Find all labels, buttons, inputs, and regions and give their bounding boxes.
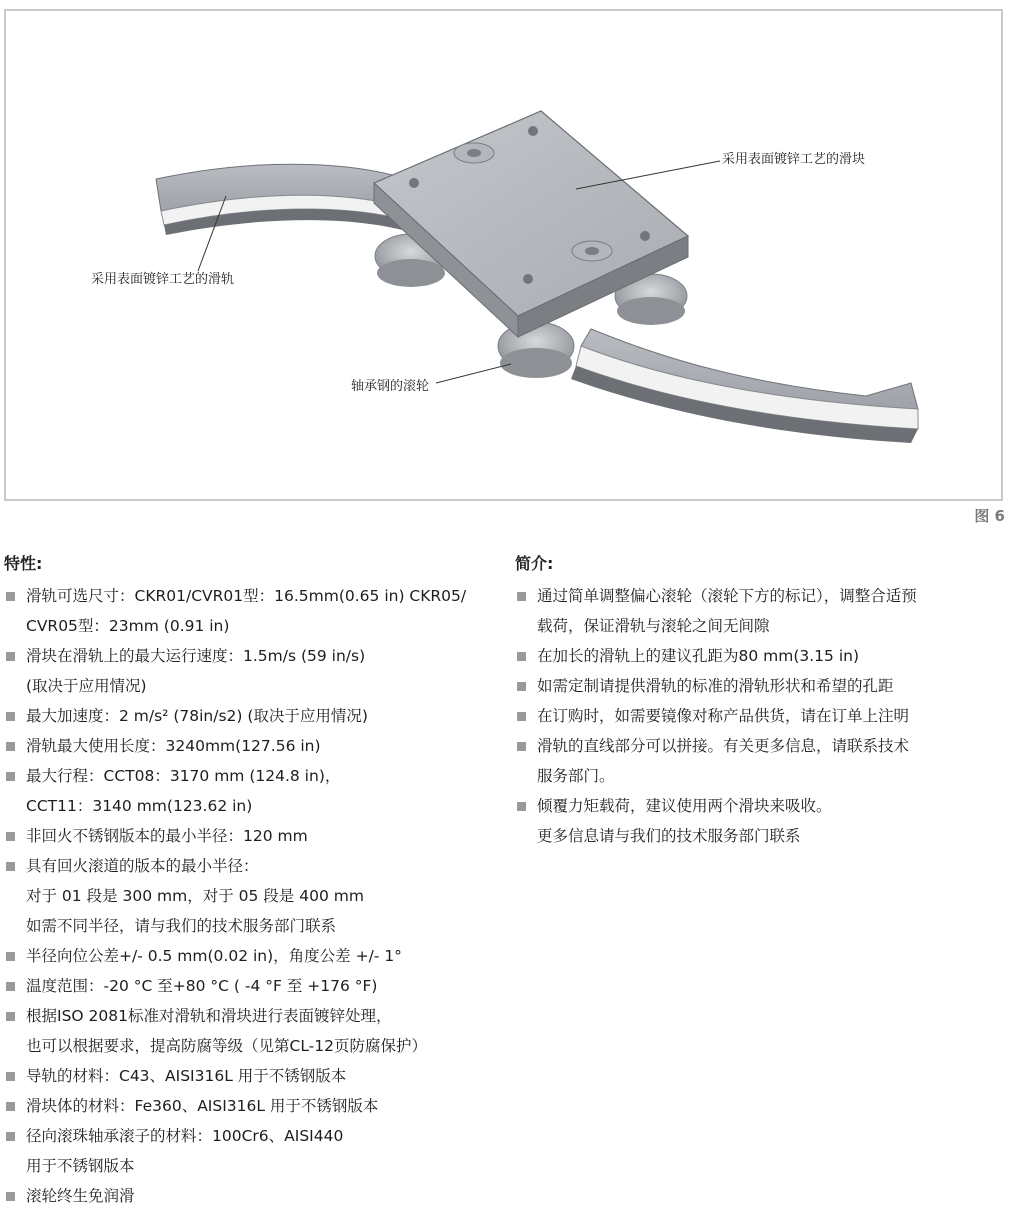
list-item-line: 温度范围：-20 °C 至+80 °C ( -4 °F 至 +176 °F) (26, 977, 378, 995)
features-section (4, 551, 504, 1211)
list-item (515, 701, 1010, 731)
list-item (515, 731, 1010, 791)
curved-rail-carriage-illustration (6, 11, 1005, 503)
list-item (4, 731, 504, 761)
list-item (4, 1121, 504, 1181)
list-item (515, 641, 1010, 671)
features-list (4, 581, 504, 1211)
list-item-line: 在订购时，如需要镜像对称产品供货，请在订单上注明 (537, 707, 910, 725)
list-item-line: 对于 01 段是 300 mm，对于 05 段是 400 mm (26, 887, 364, 905)
product-figure (4, 9, 1003, 501)
list-item-line: 如需不同半径，请与我们的技术服务部门联系 (26, 917, 337, 935)
callout-rail: 采用表面镀锌工艺的滑轨 (91, 272, 235, 287)
list-item (4, 821, 504, 851)
list-item (4, 761, 504, 821)
list-item-line: 服务部门。 (537, 767, 615, 785)
intro-title: 简介: (515, 554, 554, 573)
list-item-line: 如需定制请提供滑轨的标准的滑轨形状和希望的孔距 (537, 677, 894, 695)
list-item-line: 滑块体的材料：Fe360、AISI316L 用于不锈钢版本 (26, 1097, 379, 1115)
list-item (4, 581, 504, 641)
list-item (515, 671, 1010, 701)
list-item-line: 导轨的材料：C43、AISI316L 用于不锈钢版本 (26, 1067, 347, 1085)
list-item (4, 1001, 504, 1061)
leader-rollers (436, 364, 511, 383)
list-item-line: 根据ISO 2081标准对滑轨和滑块进行表面镀锌处理， (26, 1007, 392, 1025)
rail-right (571, 329, 918, 443)
list-item (4, 1061, 504, 1091)
list-item-line: 用于不锈钢版本 (26, 1157, 135, 1175)
callout-rollers: 轴承钢的滚轮 (351, 379, 430, 394)
features-title: 特性: (4, 554, 43, 573)
list-item (515, 581, 1010, 641)
list-item-line: 倾覆力矩载荷，建议使用两个滑块来吸收。 (537, 797, 832, 815)
list-item-line: 非回火不锈钢版本的最小半径：120 mm (26, 827, 308, 845)
list-item (4, 851, 504, 941)
figure-number: 图 6 (974, 507, 1005, 525)
list-item-line: 最大加速度：2 m/s² (78in/s2) (取决于应用情况) (26, 707, 368, 725)
list-item (4, 971, 504, 1001)
list-item (4, 641, 504, 701)
list-item-line: 半径向位公差+/- 0.5 mm(0.02 in)，角度公差 +/- 1° (26, 947, 402, 965)
intro-list (515, 581, 1010, 851)
list-item-line: 也可以根据要求，提高防腐等级（见第CL-12页防腐保护） (26, 1037, 428, 1055)
list-item-line: 径向滚珠轴承滚子的材料：100Cr6、AISI440 (26, 1127, 344, 1145)
list-item-line: 滚轮终生免润滑 (26, 1187, 135, 1205)
callout-carriage: 采用表面镀锌工艺的滑块 (722, 152, 866, 167)
list-item (4, 1181, 504, 1211)
list-item-line: 最大行程：CCT08：3170 mm (124.8 in)， (26, 767, 341, 785)
list-item (515, 791, 1010, 851)
list-item-line: (取决于应用情况) (26, 677, 147, 695)
list-item-line: 滑轨可选尺寸：CKR01/CVR01型：16.5mm(0.65 in) CKR05/ (26, 587, 467, 605)
list-item-line: CVR05型：23mm (0.91 in) (26, 617, 230, 635)
list-item-line: 在加长的滑轨上的建议孔距为80 mm(3.15 in) (537, 647, 860, 665)
list-item (4, 701, 504, 731)
list-item-line: 具有回火滚道的版本的最小半径： (26, 857, 259, 875)
list-item-line: 载荷，保证滑轨与滚轮之间无间隙 (537, 617, 770, 635)
list-item-line: 滑轨最大使用长度：3240mm(127.56 in) (26, 737, 321, 755)
list-item-line: CCT11：3140 mm(123.62 in) (26, 797, 253, 815)
intro-section (515, 551, 1010, 851)
list-item (4, 1091, 504, 1121)
list-item-line: 滑轨的直线部分可以拼接。有关更多信息，请联系技术 (537, 737, 910, 755)
list-item (4, 941, 504, 971)
list-item-line: 通过简单调整偏心滚轮（滚轮下方的标记），调整合适预 (537, 587, 917, 605)
list-item-line: 更多信息请与我们的技术服务部门联系 (537, 827, 801, 845)
list-item-line: 滑块在滑轨上的最大运行速度：1.5m/s (59 in/s) (26, 647, 366, 665)
